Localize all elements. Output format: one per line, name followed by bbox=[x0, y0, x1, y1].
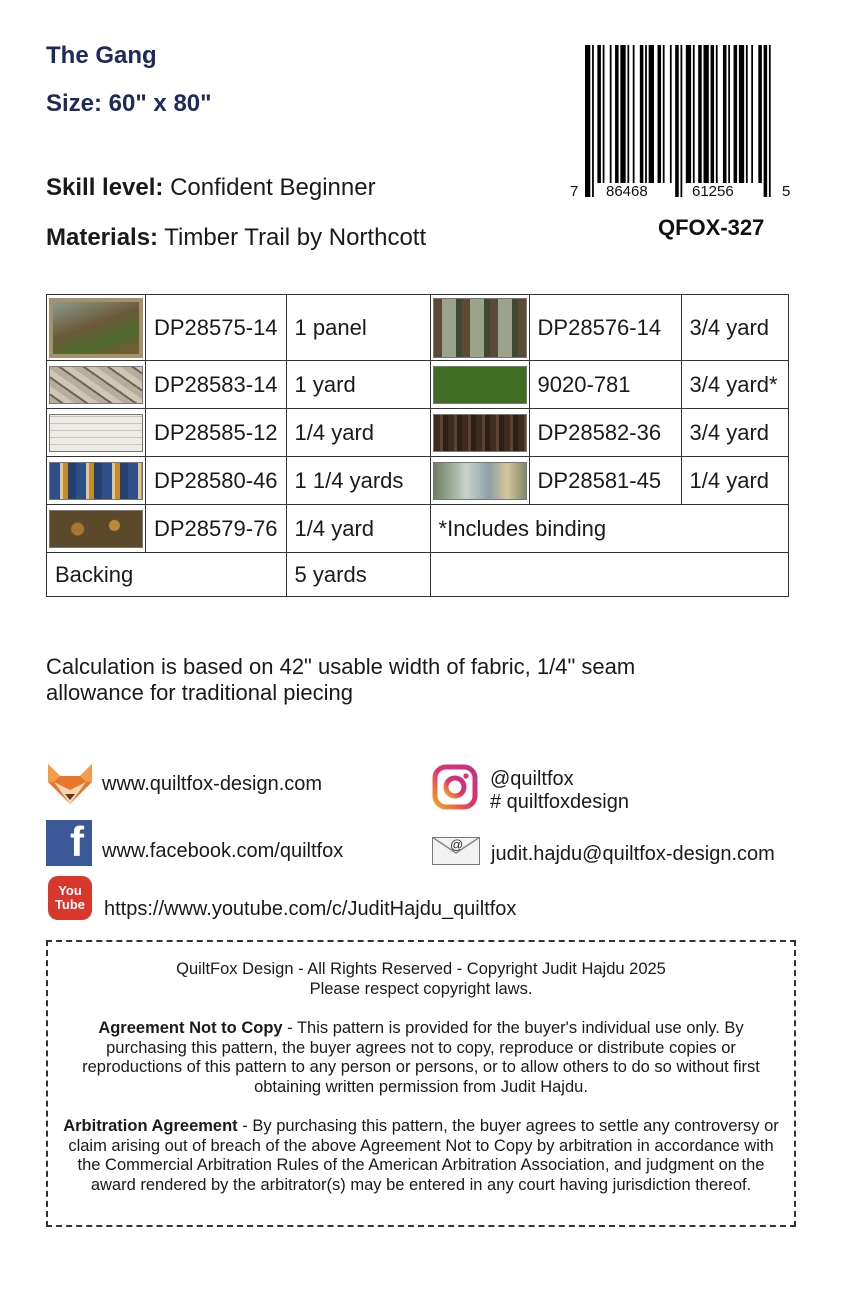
empty-cell bbox=[430, 553, 788, 597]
instagram-hashtag: # quiltfoxdesign bbox=[490, 791, 629, 813]
sku-code: QFOX-327 bbox=[658, 215, 765, 240]
fabric-quantity: 1/4 yard bbox=[286, 409, 430, 457]
barcode-bar bbox=[728, 45, 730, 183]
youtube-icon-line1: You bbox=[58, 883, 82, 898]
table-row bbox=[47, 553, 789, 597]
calculation-line-1: Calculation is based on 42" usable width of fabric, 1/4" seam bbox=[46, 654, 636, 679]
fabric-quantity: 1 yard bbox=[286, 361, 430, 409]
skill-level-label: Skill level: bbox=[46, 174, 164, 201]
swatch-cell bbox=[430, 409, 529, 457]
fabric-swatch bbox=[49, 366, 143, 404]
barcode-bar bbox=[663, 45, 665, 183]
arbitration-title: Arbitration Agreement bbox=[63, 1117, 238, 1135]
backing-quantity: 5 yards bbox=[286, 553, 430, 597]
barcode-bar bbox=[698, 45, 702, 183]
barcode-bar bbox=[693, 45, 695, 183]
fabric-code: DP28585-12 bbox=[146, 409, 287, 457]
agreement-text: - This pattern is provided for the buyer's individual use only. By purchasing this pattern, the buyer agrees not to copy, reproduce or distribute copies or reproductions of this pattern to any person or persons, or to allow others to do so without first obtaining written permission from Judit Hajdu. bbox=[82, 1019, 760, 1096]
fabric-swatch bbox=[49, 414, 143, 452]
fabric-code: DP28583-14 bbox=[146, 361, 287, 409]
table-row bbox=[47, 409, 789, 457]
calculation-line-2: allowance for traditional piecing bbox=[46, 680, 353, 705]
barcode-bar bbox=[645, 45, 647, 183]
copyright-notice bbox=[58, 960, 784, 999]
fox-logo-icon bbox=[46, 762, 94, 806]
materials-table bbox=[46, 294, 789, 597]
swatch-cell bbox=[430, 457, 529, 505]
barcode-bar bbox=[703, 45, 708, 183]
copyright-line: QuiltFox Design - All Rights Reserved - Copyright Judit Hajdu 2025 bbox=[176, 960, 666, 978]
fabric-swatch bbox=[433, 414, 527, 452]
fabric-code: DP28576-14 bbox=[529, 295, 681, 361]
youtube-icon-line2: Tube bbox=[54, 897, 86, 912]
barcode-bar bbox=[686, 45, 691, 183]
table-row bbox=[47, 295, 789, 361]
barcode-bar bbox=[681, 45, 683, 197]
fabric-code: DP28581-45 bbox=[529, 457, 681, 505]
barcode-bar bbox=[675, 45, 679, 197]
barcode-bar bbox=[670, 45, 672, 183]
email-icon bbox=[432, 837, 480, 865]
fabric-quantity: 1/4 yard bbox=[681, 457, 788, 505]
swatch-cell bbox=[47, 295, 146, 361]
barcode-bar bbox=[640, 45, 644, 183]
materials-line bbox=[46, 224, 426, 252]
instagram-handle[interactable]: @quiltfox bbox=[490, 768, 574, 790]
barcode-bar bbox=[592, 45, 594, 197]
barcode-bar bbox=[734, 45, 738, 183]
barcode-bar bbox=[620, 45, 625, 183]
materials-label: Materials: bbox=[46, 224, 159, 251]
fabric-code: DP28575-14 bbox=[146, 295, 287, 361]
arbitration-text: - By purchasing this pattern, the buyer agrees to settle any controversy or claim arising out of breach of the above Agreement Not to Copy by arbitration in accordance with the Commercial Arbitration Rules of the American Arbitration Association, and judgment on the award rendered by the arbitrator(s) may be entered in any court having jurisdiction thereof. bbox=[68, 1117, 779, 1194]
barcode-bar bbox=[764, 45, 768, 197]
facebook-link[interactable]: www.facebook.com/quiltfox bbox=[102, 840, 344, 862]
pattern-size: Size: 60" x 80" bbox=[46, 90, 212, 117]
barcode-digit-first: 7 bbox=[570, 183, 579, 200]
email-link[interactable]: judit.hajdu@quiltfox-design.com bbox=[491, 843, 775, 865]
youtube-icon bbox=[48, 876, 92, 920]
barcode-bar bbox=[746, 45, 748, 183]
fabric-swatch bbox=[433, 462, 527, 500]
barcode-bar bbox=[597, 45, 601, 183]
barcode-bar bbox=[627, 45, 629, 183]
fabric-quantity: 3/4 yard* bbox=[681, 361, 788, 409]
barcode-group-left: 86468 bbox=[606, 183, 648, 200]
youtube-link[interactable]: https://www.youtube.com/c/JuditHajdu_quiltfox bbox=[104, 898, 517, 920]
barcode-digit-last: 5 bbox=[782, 183, 791, 200]
barcode-bar bbox=[751, 45, 753, 183]
barcode-bar bbox=[585, 45, 590, 197]
fabric-swatch bbox=[49, 510, 143, 548]
fabric-swatch bbox=[433, 366, 527, 404]
table-row bbox=[47, 361, 789, 409]
fabric-swatch bbox=[49, 298, 143, 358]
swatch-cell bbox=[47, 409, 146, 457]
legal-notice bbox=[46, 940, 796, 1227]
table-row bbox=[47, 505, 789, 553]
skill-level bbox=[46, 174, 376, 202]
fabric-quantity: 3/4 yard bbox=[681, 409, 788, 457]
barcode-bar bbox=[633, 45, 635, 183]
arbitration-agreement bbox=[58, 1117, 784, 1195]
swatch-cell bbox=[47, 505, 146, 553]
barcode-bar bbox=[658, 45, 662, 183]
barcode-bar bbox=[716, 45, 718, 183]
barcode-bar bbox=[723, 45, 727, 183]
fabric-code: DP28582-36 bbox=[529, 409, 681, 457]
calculation-note bbox=[46, 654, 635, 706]
fabric-code: DP28579-76 bbox=[146, 505, 287, 553]
barcode-bar bbox=[649, 45, 654, 183]
email-icon-at-symbol: @ bbox=[450, 837, 464, 852]
agreement-title: Agreement Not to Copy bbox=[98, 1019, 283, 1037]
pattern-title: The Gang bbox=[46, 42, 157, 69]
barcode-bar bbox=[603, 45, 605, 183]
fabric-quantity: 1/4 yard bbox=[286, 505, 430, 553]
swatch-cell bbox=[47, 361, 146, 409]
barcode-bar bbox=[739, 45, 744, 183]
barcode-bar bbox=[615, 45, 619, 183]
agreement-not-to-copy bbox=[58, 1019, 784, 1097]
table-row bbox=[47, 457, 789, 505]
skill-level-value: Confident Beginner bbox=[170, 174, 376, 201]
barcode-bar bbox=[769, 45, 771, 197]
binding-note: *Includes binding bbox=[430, 505, 788, 553]
barcode-bar bbox=[711, 45, 715, 183]
facebook-icon-letter: f bbox=[70, 820, 84, 865]
fabric-code: 9020-781 bbox=[529, 361, 681, 409]
fabric-quantity: 1 panel bbox=[286, 295, 430, 361]
swatch-cell bbox=[47, 457, 146, 505]
fabric-swatch bbox=[49, 462, 143, 500]
copyright-respect-line: Please respect copyright laws. bbox=[309, 979, 533, 998]
website-link[interactable]: www.quiltfox-design.com bbox=[102, 773, 323, 795]
facebook-icon bbox=[46, 820, 92, 866]
fabric-swatch bbox=[433, 298, 527, 358]
backing-label: Backing bbox=[47, 553, 287, 597]
swatch-cell bbox=[430, 361, 529, 409]
fabric-quantity: 3/4 yard bbox=[681, 295, 788, 361]
barcode-group-right: 61256 bbox=[692, 183, 734, 200]
swatch-cell bbox=[430, 295, 529, 361]
fabric-code: DP28580-46 bbox=[146, 457, 287, 505]
materials-value: Timber Trail by Northcott bbox=[164, 224, 427, 251]
barcode-bar bbox=[610, 45, 612, 183]
instagram-icon bbox=[432, 764, 478, 810]
fabric-quantity: 1 1/4 yards bbox=[286, 457, 430, 505]
barcode bbox=[585, 45, 776, 197]
barcode-bar bbox=[758, 45, 762, 183]
